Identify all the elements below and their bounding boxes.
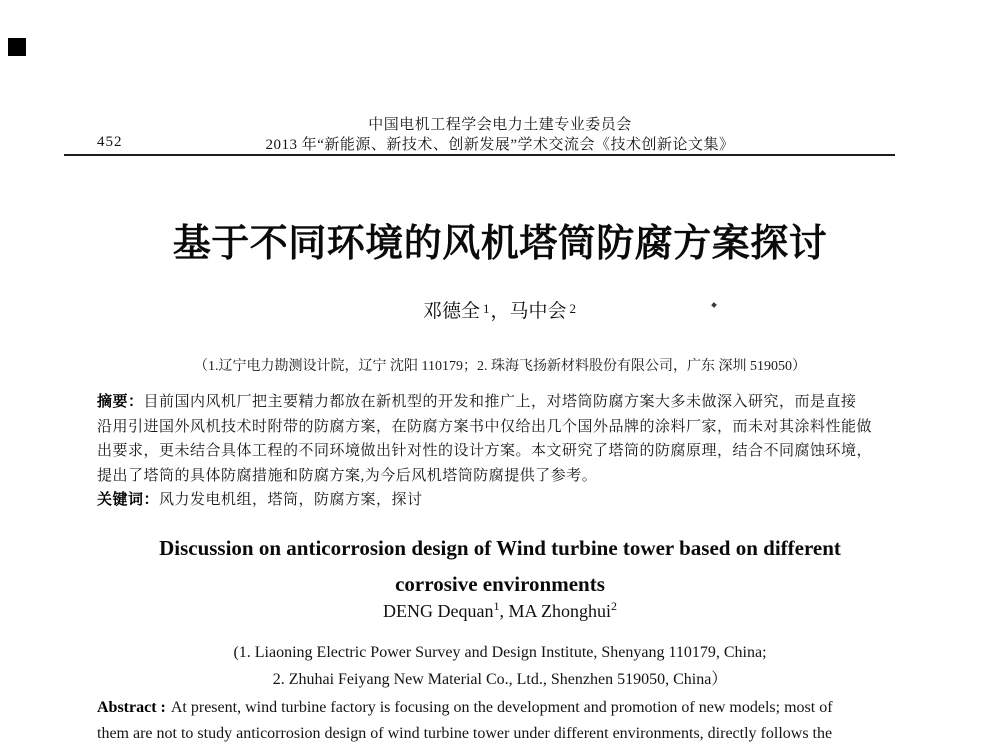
author-en-1-affiliation-superscript: 1 xyxy=(493,599,499,613)
abstract-en-label: Abstract : xyxy=(97,699,171,716)
affiliation-en-line-2: 2. Zhuhai Feiyang New Material Co., Ltd., Shenzhen 519050, China） xyxy=(95,666,905,693)
abstract-en-text-1: At present, wind turbine factory is focusing on the development and promotion of new models; most of xyxy=(171,699,833,716)
abstract-zh-line-1 xyxy=(97,390,905,415)
paper-title-zh: 基于不同环境的风机塔筒防腐方案探讨 xyxy=(95,212,905,267)
abstract-zh xyxy=(97,390,905,513)
author-en-1: DENG Dequan xyxy=(383,601,493,621)
author-en-2-affiliation-superscript: 2 xyxy=(611,599,617,613)
authors-en-separator: , xyxy=(499,601,508,621)
page-number: 452 xyxy=(97,134,123,151)
author-zh-2-affiliation-superscript: 2 xyxy=(570,301,577,316)
authors-zh xyxy=(95,296,905,323)
abstract-zh-text-1: 目前国内风机厂把主要精力都放在新机型的开发和推广上，对塔筒防腐方案大多未做深入研究，而是直接 xyxy=(144,394,857,410)
paper-title-en xyxy=(95,531,905,602)
affiliation-zh: （1.辽宁电力勘测设计院，辽宁 沈阳 110179；2. 珠海飞扬新材料股份有限公司，广东 深圳 519050） xyxy=(95,355,905,375)
conference-header-line2: 2013 年“新能源、新技术、创新发展”学术交流会《技术创新论文集》 xyxy=(95,133,905,154)
affiliation-en-line-1: (1. Liaoning Electric Power Survey and Design Institute, Shenyang 110179, China; xyxy=(95,639,905,666)
abstract-en xyxy=(97,695,957,746)
abstract-zh-label: 摘要： xyxy=(97,394,144,410)
paper-title-en-line-1: Discussion on anticorrosion design of Wind turbine tower based on different xyxy=(95,531,905,567)
keywords-zh-text: 风力发电机组，塔筒，防腐方案，探讨 xyxy=(159,492,423,508)
abstract-zh-line-3: 出要求，更未结合具体工程的不同环境做出针对性的设计方案。本文研究了塔筒的防腐原理，结合不同腐蚀环境， xyxy=(97,439,905,464)
author-en-2: MA Zhonghui xyxy=(508,601,611,621)
header-divider-rule xyxy=(64,154,895,156)
authors-zh-separator: ， xyxy=(490,301,509,322)
abstract-zh-line-4: 提出了塔筒的具体防腐措施和防腐方案,为今后风机塔筒防腐提供了参考。 xyxy=(97,464,905,489)
keywords-zh-label: 关键词： xyxy=(97,492,159,508)
author-zh-1: 邓德全 xyxy=(423,301,480,322)
author-zh-2: 马中会 xyxy=(510,301,567,322)
abstract-en-line-2: them are not to study anticorrosion design of wind turbine tower under different environments, directly follows the xyxy=(97,721,957,746)
abstract-en-line-1 xyxy=(97,695,957,721)
scan-artifact-square xyxy=(8,38,26,56)
paper-title-en-line-2: corrosive environments xyxy=(95,567,905,603)
authors-en xyxy=(95,601,905,622)
abstract-zh-line-2: 沿用引进国外风机技术时附带的防腐方案，在防腐方案书中仅给出几个国外品牌的涂料厂家，而未对其涂料性能做 xyxy=(97,415,905,440)
keywords-zh-line xyxy=(97,488,905,513)
conference-header-line1: 中国电机工程学会电力土建专业委员会 xyxy=(95,113,905,134)
affiliation-en xyxy=(95,639,905,693)
author-zh-1-affiliation-superscript: 1 xyxy=(483,301,490,316)
